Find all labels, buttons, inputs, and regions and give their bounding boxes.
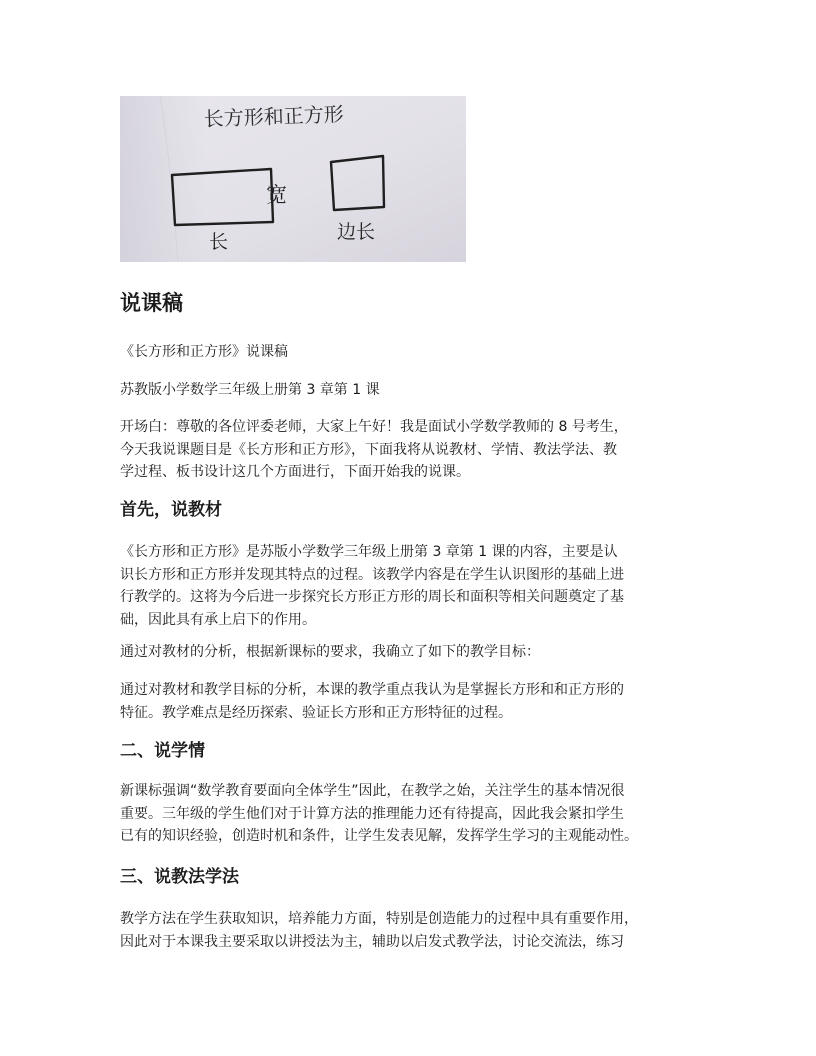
section-heading-materials: 首先，说教材	[120, 500, 222, 520]
text-line: 特征。教学难点是经历探索、验证长方形和正方形特征的过程。	[120, 704, 512, 721]
text-line: 已有的知识经验，创造时机和条件，让学生发表见解，发挥学生学习的主观能动性。	[120, 828, 638, 844]
text-line: 通过对教材和教学目标的分析，本课的教学重点我认为是掌握长方形和和正方形的	[120, 682, 624, 698]
materials-paragraph-1	[120, 541, 704, 631]
text-line: 重要。三年级的学生他们对于计算方法的推理能力还有待提高，因此我会紧扣学生	[120, 805, 624, 822]
doc-subtitle: 《长方形和正方形》说课稿	[120, 344, 288, 360]
page-heading: 说课稿	[120, 291, 183, 315]
opening-paragraph	[120, 416, 704, 484]
methods-paragraph	[120, 908, 704, 953]
section-heading-students: 二、说学情	[120, 741, 205, 761]
handwritten-figure-photo	[120, 96, 466, 262]
course-info: 苏教版小学数学三年级上册第 3 章第 1 课	[120, 382, 380, 398]
label-side: 边长	[337, 221, 376, 243]
figure-title: 长方形和正方形	[203, 102, 345, 131]
text-line: 今天我说课题目是《长方形和正方形》，下面我将从说教材、学情、教法学法、教	[120, 441, 617, 458]
text-line: 开场白：尊敬的各位评委老师，大家上午好！我是面试小学数学教师的 8 号考生，	[120, 419, 628, 435]
text-line: 础，因此具有承上启下的作用。	[120, 611, 316, 628]
text-line: 因此对于本课我主要采取以讲授法为主，辅助以启发式教学法，讨论交流法，练习	[120, 933, 624, 950]
text-line: 行教学的。这将为今后进一步探究长方形正方形的周长和面积等相关问题奠定了基	[120, 589, 624, 605]
materials-paragraph-3	[120, 679, 704, 724]
text-line: 新课标强调“数学教育要面向全体学生”因此，在教学之始，关注学生的基本情况很	[120, 783, 625, 799]
materials-paragraph-2: 通过对教材的分析，根据新课标的要求，我确立了如下的教学目标：	[120, 644, 540, 660]
text-line: 教学方法在学生获取知识，培养能力方面，特别是创造能力的过程中具有重要作用，	[120, 911, 638, 927]
text-line: 《长方形和正方形》是苏版小学数学三年级上册第 3 章第 1 课的内容，主要是认	[120, 544, 618, 560]
label-length: 长	[209, 231, 229, 253]
section-heading-methods: 三、说教法学法	[120, 867, 239, 887]
students-paragraph	[120, 780, 704, 848]
text-line: 学过程、板书设计这几个方面进行，下面开始我的说课。	[120, 464, 470, 480]
text-line: 识长方形和正方形并发现其特点的过程。该教学内容是在学生认识图形的基础上进	[120, 566, 624, 583]
label-width: 宽	[266, 183, 287, 207]
